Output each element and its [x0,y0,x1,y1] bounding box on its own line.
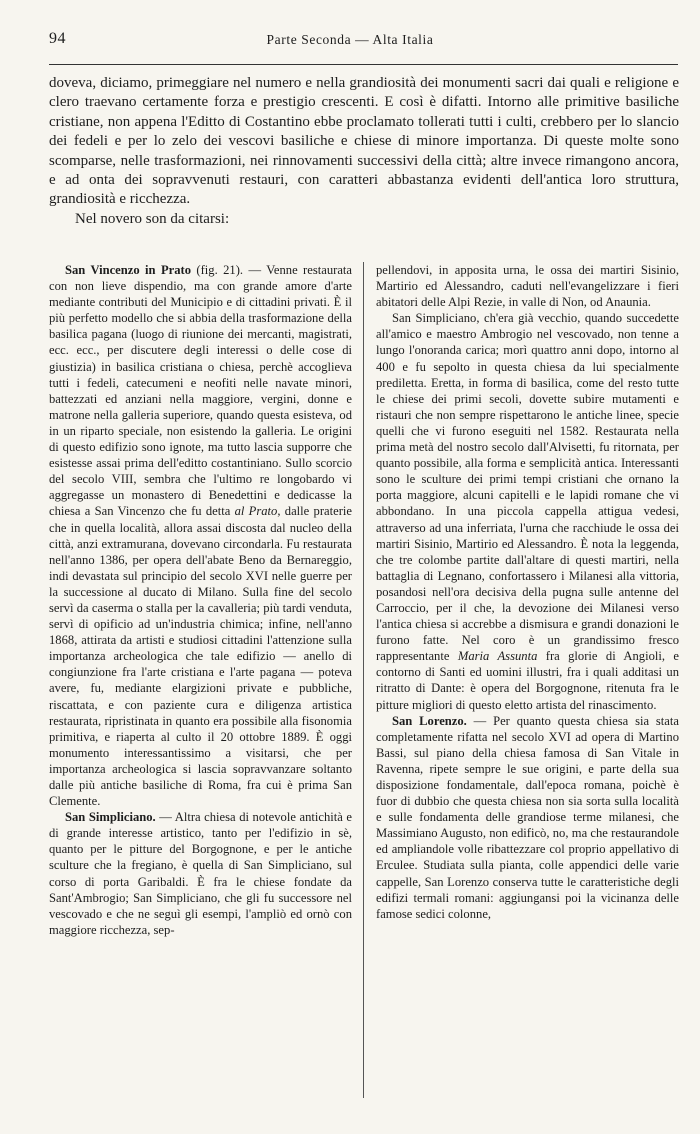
page-header [0,28,700,56]
san-simpliciano-paragraph [49,809,352,938]
paragraph-text: — Altra chiesa di notevole antichità e di grande interesse artistico, tanto per l'edifizio in sè, quanto per le pitture del Borgognone, e per le antiche sculture che la fregiano, è quella di San Simpliciano, sul corso di porta Garibaldi. È fra le chiese fondate da Sant'Ambrogio; San Simpliciano, che gli fu successore nel vescovado e che ne seguì gli esempi, l'ampliò ed ornò con maggiore ricchezza, sep- [49,810,352,937]
left-column [49,262,352,938]
intro-paragraph: doveva, diciamo, primeggiare nel numero e nella grandiosità dei monumenti sacri dai quali e religione e clero traevano certamente forza e prestigio crescenti. E così è difatti. Intorno alle primitive basiliche cristiane, non appena l'Editto di Costantino ebbe proclamato tollerati tutti i culti, crebbero per lo slancio dei fedeli e per lo zelo dei vescovi basiliche e chiese di minore importanza. Di queste molte sono scomparse, nelle trasformazioni, nei rinnovamenti successivi della città; altre invece rimangono ancora, e ad onta dei sopravvenuti restauri, con caratteri abbastanza evidenti dell'antica loro struttura, grandiosità e ricchezza. [49,75,679,208]
intro-list-lead: Nel novero son da citarsi: [75,210,230,227]
continued-paragraph: pellendovi, in apposita urna, le ossa dei martiri Sisinio, Martirio ed Alessandro, caduti nell'evangelizzare i fieri abitatori delle Alpi Rezie, in valle di Non, od Anaunia. [376,263,679,310]
paragraph-text: San Simpliciano, ch'era già vecchio, quando succedette all'amico e maestro Ambrogio nel vescovado, non tenne a lungo l'onoranda carica; morì quattro anni dopo, intorno al 400 e fu sepolto in questa chiesa da lui specialmente prediletta. Eretta, in forma di basilica, come del resto tutte le chiese dei primi secoli, dovette subire mutamenti e ristauri che non sempre rispettarono le antiche linee, specie quelli che vi furono eseguiti nel 1582. Restaurata nella prima metà del nostro secolo dall'Alvisetti, fu ritornata, per quanto possibile, alla forma e semplicità antica. Interessanti sono le sculture dei primi tempi cristiani che ornano la porta maggiore, alcuni capitelli e le lapidi romane che vi abbondano. In una piccola cappella attigua vedesi, attraverso ad una inferriata, l'urna che racchiude le ossa dei martiri Sisinio, Martirio ed Alessandro. È nota la leggenda, che tre colombe partite dall'altare di questi martiri, nella battaglia di Legnano, confortassero i Milanesi alla vittoria, posandosi nell'ora decisiva della pugna sulle antenne del Carroccio, per il che, la devozione dei Milanesi verso l'antica chiesa si accrebbe a dismisura e grandi donazioni le furono fatte. Nel coro è un grandissimo fresco rappresentante [376,311,679,664]
section-title-san-simpliciano: San Simpliciano. [65,810,156,825]
paragraph-text: fra glorie di Angioli, e contorno di Santi ed uomini illustri, fra i quali additasi un ritratto di Dante: è opera del Borgognone, ritenuta fra le pitture migliori di questo eletto artista del rinascimento. [376,649,680,712]
section-title-san-lorenzo: San Lorenzo. [392,713,467,728]
italic-term: al Prato [234,504,278,519]
san-vincenzo-paragraph [49,262,352,809]
italic-term: Maria Assunta [457,649,538,664]
paragraph-text: , dalle praterie che in quella località, allora assai discosta dal nucleo della città, anzi extramurana, dovevano circondarla. Fu restaurata nell'anno 1386, per opera dell'abate Beno da Bernareggio, indi devastata sul principio del secolo XVI nelle guerre per la successione al ducato di Milano. Sulla fine del secolo servì da caserma o stalla per la cavalleria; più tardi venduta, servì di opificio ad un'industria chimica; infine, nell'anno 1868, attirata da artisti e studiosi cittadini l'attenzione sulla importanza archeologica che tale edifizio — anello di congiunzione fra l'arte cristiana e l'arte pagana — poteva avere, fu, mediante elargizioni private e pubbliche, riscattata, e con paziente cura e diligenza artistica restaurata, ripristinata in quanto era possibile alla fisonomia primitiva, e riaperta al culto il 20 ottobre 1889. È oggi monumento interessantissimo a visitarsi, che per importanza archeologica si lascia sopravvanzare soltanto dalle più antiche basiliche di Roma, fra cui è prima San Clemente. [49,504,352,809]
column-divider [363,262,364,1098]
running-title: Parte Seconda — Alta Italia [266,32,434,47]
san-lorenzo-paragraph [376,713,679,922]
two-column-body [49,262,679,1112]
paragraph-text: (fig. 21). — Venne restaurata con non lieve dispendio, ma con grande amore d'arte mediante contributi del Municipio e di cittadini privati. È il più perfetto modello che si abbia della trasformazione della basilica pagana (luogo di riunione dei mercanti, magistrati, ecc. ecc., per discutere degli interessi o delle cose di giustizia) in basilica cristiana o chiesa, perchè accoglieva tutti i fedeli, catecumeni e neofiti nelle navate minori, battezzati ed anziani nella maggiore, vergini, donne e matrone nella galleria superiore, quando questa esisteva, od in un riparto speciale, non esistendo la galleria. Le origini di questo edifizio sono ignote, ma tutto lascia supporre che esistesse assai prima dell'editto costantiniano. Sullo scorcio del secolo VIII, sembra che l'ultimo re longobardo vi aggregasse un monastero di Benedettini e dedicasse la chiesa a San Vincenzo che fu detta [49,263,352,519]
right-column [376,262,679,922]
header-rule [49,64,678,65]
paragraph-text: — Per quanto questa chiesa sia stata completamente rifatta nel secolo XVI ad opera di Martino Bassi, sul piano della chiesa famosa di San Vitale in Ravenna, ripete sempre le sue origini, e parte della sua disposizione fondamentale, dall'epoca romana, poichè è fuor di dubbio che questa chiesa non sia sorta sulla località e sulle fondamenta delle grandiose terme milanesi, che Massimiano Augusto, non edificò, no, ma che restaurandole ed ampliandole volle ribattezzare col proprio appellativo di Erculee. Studiata sulla pianta, colle appendici delle varie cappelle, San Lorenzo conserva tutte le caratteristiche degli edifizi termali romani: aggiungansi poi la vicinanza delle famose sedici colonne, [376,713,679,921]
intro-text [49,74,679,229]
page-number: 94 [49,30,66,47]
section-title-san-vincenzo: San Vincenzo in Prato [65,263,192,277]
san-simpliciano-history-paragraph [376,310,679,712]
